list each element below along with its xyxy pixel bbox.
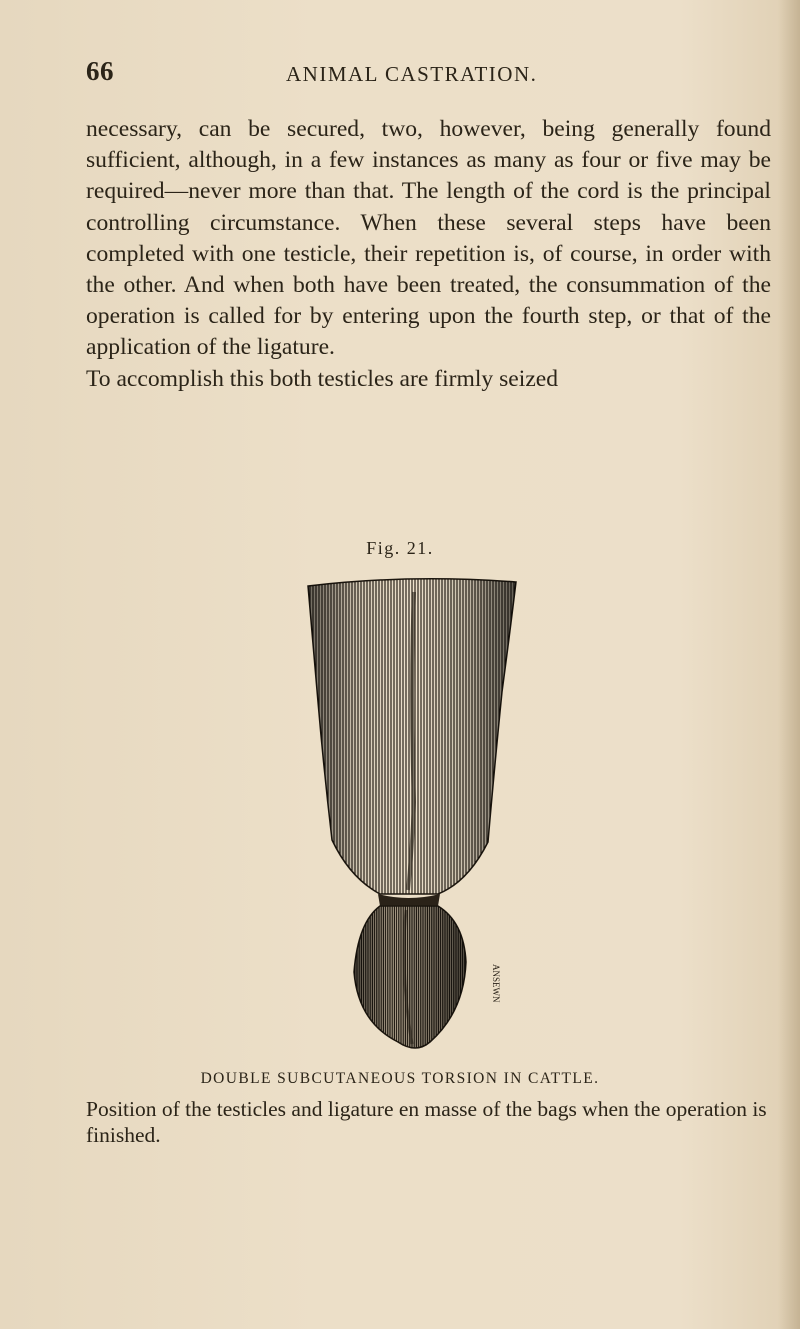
- figure-caption: Position of the testicles and ligature en masse of the bags when the operation is finished.: [86, 1097, 767, 1147]
- testicles-ligature-engraving: [288, 572, 528, 1062]
- page-number: 66: [86, 56, 114, 86]
- figure-label: Fig. 21.: [366, 538, 434, 558]
- body-text: [86, 114, 771, 395]
- figure-illustration: [288, 572, 528, 1062]
- running-head: ANIMAL CASTRATION.: [286, 62, 538, 86]
- page-header: [86, 56, 710, 96]
- paragraph-1: necessary, can be secured, two, however, being generally found sufficient, although, in a few instances as many as four or five may be required—never more than that. The length of the cord is the principal controlling circumstance. When these several steps have been completed with one testicle, their repetition is, of course, in order with the other. And when both have been treated, the consummation of the operation is called for by entering upon the fourth step, or that of the application of the ligature.: [86, 116, 771, 361]
- svg-text:ANSEWN: ANSEWN: [491, 964, 501, 1003]
- paragraph-2: To accomplish this both testicles are firmly seized: [86, 365, 559, 392]
- page-edge-shadow: [778, 0, 800, 1329]
- figure-title: DOUBLE SUBCUTANEOUS TORSION IN CATTLE.: [200, 1070, 600, 1087]
